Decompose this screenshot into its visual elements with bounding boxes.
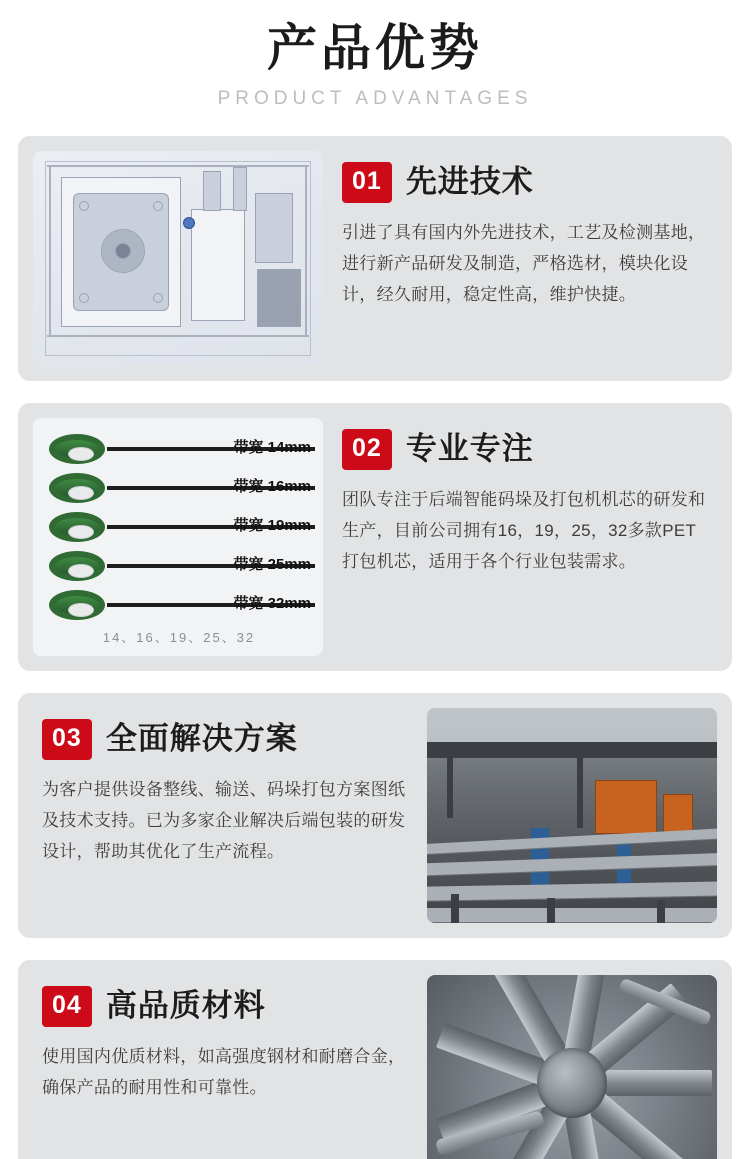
belt-coil-icon	[49, 512, 105, 542]
advantage-card-title: 高品质材料	[105, 988, 266, 1024]
metal-parts-photo	[427, 975, 717, 1159]
page-header	[0, 0, 750, 110]
conveyor-rail	[427, 852, 717, 875]
advantage-card-heading	[342, 429, 708, 470]
strap-width-illustration	[33, 418, 323, 656]
status-badge: 04	[42, 986, 92, 1027]
belt-row	[43, 471, 315, 505]
belt-row	[43, 510, 315, 544]
machine-gear-center	[115, 243, 131, 259]
advantage-card-body	[338, 403, 732, 671]
machine-cad-illustration	[33, 151, 323, 366]
conveyor-rail	[427, 828, 717, 855]
status-badge: 02	[342, 429, 392, 470]
machine-column	[203, 171, 221, 211]
drawing-line	[305, 167, 307, 337]
machine-block	[257, 269, 301, 327]
roof-beam	[427, 742, 717, 758]
advantage-card-text: 引进了具有国内外先进技术，工艺及检测基地，进行新产品研发及制造，严格选材，模块化设计，经久耐用，稳定性高，维护快捷。	[342, 223, 706, 304]
page-title: 产品优势	[267, 20, 483, 76]
machine-panel	[191, 209, 245, 321]
orange-machine	[663, 794, 693, 834]
advantage-card-01	[18, 136, 732, 381]
advantage-card-text: 使用国内优质材料，如高强度钢材和耐磨合金，确保产品的耐用性和可靠性。	[42, 1047, 406, 1097]
belt-coil-icon	[49, 590, 105, 620]
page-subtitle: PRODUCT ADVANTAGES	[217, 88, 533, 109]
advantage-card-list	[0, 136, 750, 1159]
support-column	[577, 758, 583, 828]
conveyor-rail	[427, 881, 717, 901]
conveyor-rail	[427, 908, 717, 922]
factory-production-line-photo	[427, 708, 717, 923]
machine-column	[233, 167, 247, 211]
conveyor-leg	[657, 900, 665, 923]
advantage-card-heading	[42, 986, 408, 1027]
advantage-card-heading	[342, 162, 708, 203]
drawing-line	[47, 165, 309, 167]
belt-row	[43, 588, 315, 622]
machine-bolt	[153, 293, 163, 303]
belt-coil-icon	[49, 473, 105, 503]
advantage-card-title: 专业专注	[405, 431, 534, 467]
advantage-card-text: 为客户提供设备整线、输送、码垛打包方案图纸及技术支持。已为多家企业解决后端包装的研发设计，帮助其优化了生产流程。	[42, 780, 406, 861]
advantage-card-title: 先进技术	[405, 164, 534, 200]
advantage-card-02	[18, 403, 732, 671]
metal-parts-illustration	[427, 975, 717, 1159]
metal-hub	[537, 1048, 607, 1118]
belt-label: 带宽 14mm	[233, 439, 311, 456]
drawing-line	[49, 167, 51, 337]
belt-label: 带宽 16mm	[233, 478, 311, 495]
belt-row	[43, 432, 315, 466]
machine-block	[255, 193, 293, 263]
belt-row	[43, 549, 315, 583]
machine-cad-drawing	[33, 151, 323, 366]
machine-bolt	[79, 293, 89, 303]
advantage-card-body	[338, 136, 732, 381]
belt-label: 带宽 19mm	[233, 517, 311, 534]
advantage-card-03	[18, 693, 732, 938]
advantage-card-text: 团队专注于后端智能码垛及打包机机芯的研发和生产，目前公司拥有16，19，25，32多款PET打包机芯，适用于各个行业包装需求。	[342, 490, 706, 571]
advantage-card-heading	[42, 719, 408, 760]
factory-illustration	[427, 708, 717, 923]
advantage-card-title: 全面解决方案	[105, 721, 298, 757]
conveyor-leg	[451, 894, 459, 923]
ceiling-light-band	[427, 708, 717, 744]
advantage-card-body	[18, 960, 412, 1159]
status-badge: 03	[42, 719, 92, 760]
machine-bolt	[153, 201, 163, 211]
advantage-card-04	[18, 960, 732, 1159]
belt-coil-icon	[49, 551, 105, 581]
advantage-card-body	[18, 693, 412, 938]
belt-coil-icon	[49, 434, 105, 464]
machine-indicator	[183, 217, 195, 229]
conveyor-leg	[547, 898, 555, 923]
status-badge: 01	[342, 162, 392, 203]
strap-width-chart	[33, 418, 323, 656]
support-column	[447, 758, 453, 818]
belt-label: 带宽 25mm	[233, 556, 311, 573]
orange-machine	[595, 780, 657, 834]
machine-bolt	[79, 201, 89, 211]
belt-label: 带宽 32mm	[233, 595, 311, 612]
belt-chart-caption: 14、16、19、25、32	[102, 630, 256, 645]
drawing-line	[47, 335, 309, 337]
